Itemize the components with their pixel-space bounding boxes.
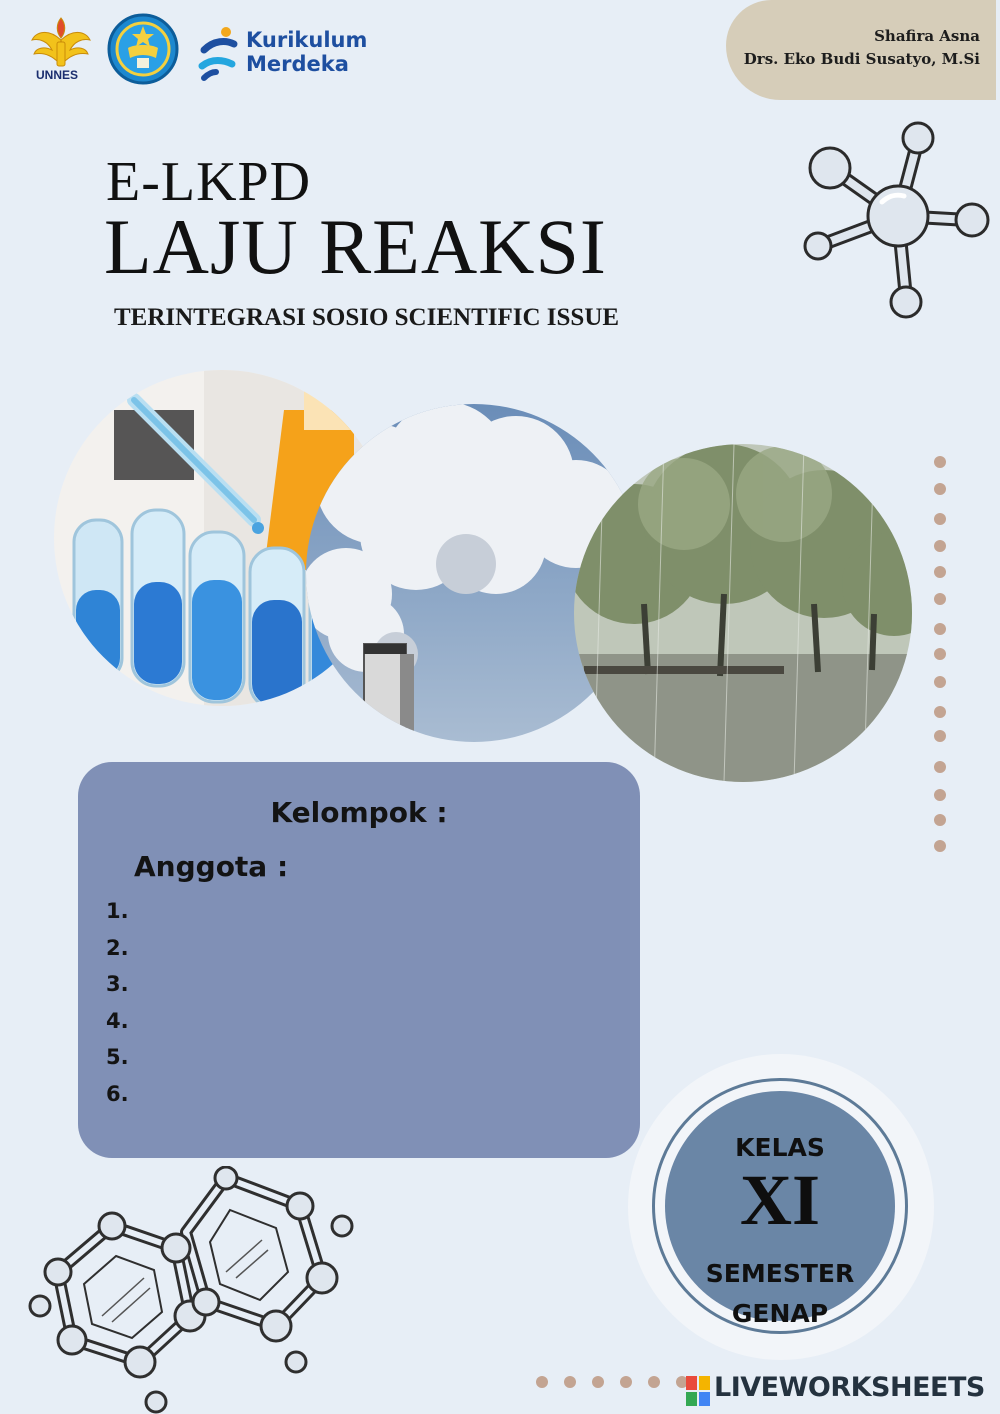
semester-value: GENAP [731,1299,829,1328]
semester-label: SEMESTER [705,1259,855,1288]
class-grade: XI [739,1160,820,1240]
page-title: LAJU REAKSI [104,203,607,290]
decorative-dots-vertical [934,456,948,856]
document-type-title: E-LKPD [106,151,312,213]
page-subtitle: TERINTEGRASI SOSIO SCIENTIFIC ISSUE [114,304,620,331]
member-number: 6. [106,1081,129,1106]
supervisor-name: Drs. Eko Budi Susatyo, M.Si [743,50,980,68]
member-number: 2. [106,935,129,960]
class-badge-inner [665,1091,895,1328]
class-label: KELAS [735,1133,825,1162]
group-info-box [78,762,640,1158]
rainy-park-photo [574,444,912,782]
member-number: 4. [106,1008,129,1033]
liveworksheets-text: LIVEWORKSHEETS [714,1372,985,1403]
merdeka-text: Merdeka [246,52,349,76]
class-badge [628,1054,934,1360]
members-list [106,898,129,1118]
kurikulum-text: Kurikulum [246,28,368,52]
liveworksheets-watermark [686,1370,986,1410]
kurikulum-merdeka-logo [196,22,366,84]
tut-wuri-handayani-logo [104,12,182,86]
author-badge [726,0,996,100]
liveworksheets-logo-icon [686,1376,710,1406]
member-number: 1. [106,899,129,923]
member-number: 3. [106,972,129,997]
group-label: Kelompok : [270,796,448,829]
unnes-logo [30,14,92,88]
author-name: Shafira Asna [874,27,980,45]
decorative-dots-horizontal [536,1376,706,1390]
molecule-illustration [800,116,996,326]
hexagon-molecule-illustration [26,1166,362,1414]
unnes-logo-text: UNNES [36,68,79,82]
members-label: Anggota : [134,850,289,883]
member-number: 5. [106,1045,129,1070]
